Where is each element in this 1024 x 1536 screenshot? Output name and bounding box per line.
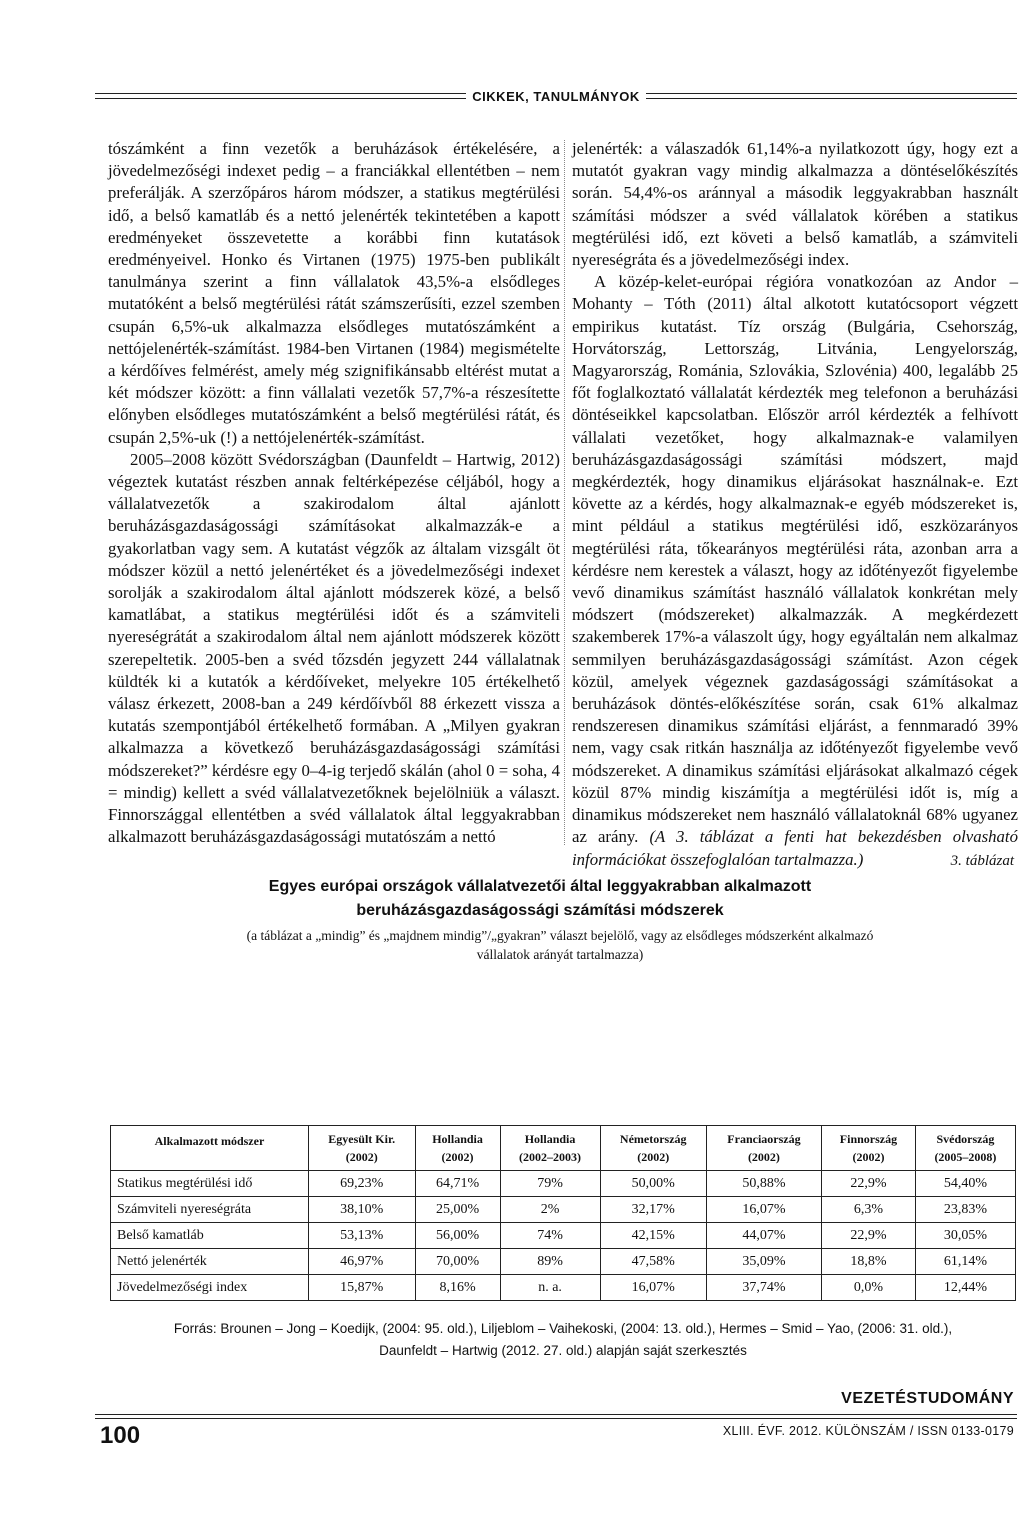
table-cell: 38,10% [308, 1197, 415, 1223]
table-cell: 74% [500, 1223, 600, 1249]
header-cell: Alkalmazott módszer [111, 1126, 309, 1171]
table-cell: 61,14% [915, 1249, 1015, 1275]
table-cell: 30,05% [915, 1223, 1015, 1249]
table-cell: 53,13% [308, 1223, 415, 1249]
table-cell: 32,17% [600, 1197, 706, 1223]
table-cell: 25,00% [415, 1197, 500, 1223]
row-label: Nettó jelenérték [111, 1249, 309, 1275]
table-row [111, 1275, 1016, 1301]
header-rule-right [646, 93, 1017, 99]
left-column [108, 138, 560, 849]
issue-info: XLIII. ÉVF. 2012. KÜLÖNSZÁM / ISSN 0133-0179 [722, 1424, 1014, 1438]
table-cell: 12,44% [915, 1275, 1015, 1301]
table-label: 3. táblázat [950, 853, 1014, 869]
right-paragraph-1: jelenérték: a válaszadók 61,14%-a nyilatkozott úgy, hogy ezt a mutatót gyakran vagy mindig alkalmazza a döntéselőkészítés során. 54,4%-os aránnyal a második leggyakrabban használt számítási módszer a svéd vállalatok körében a statikus megtérülési idő, ezt követi a belső kamatláb, a számviteli nyereségráta és a jövedelmezőségi index. [572, 139, 1018, 270]
journal-name: VEZETÉSTUDOMÁNY [841, 1390, 1014, 1407]
row-label: Számviteli nyereségráta [111, 1197, 309, 1223]
header-cell: Franciaország (2002) [706, 1126, 821, 1171]
table-cell: 0,0% [822, 1275, 916, 1301]
running-header [95, 86, 1017, 106]
table-cell: 79% [500, 1171, 600, 1197]
table-cell: 64,71% [415, 1171, 500, 1197]
table-cell: 56,00% [415, 1223, 500, 1249]
table-cell: 47,58% [600, 1249, 706, 1275]
left-paragraph-2: 2005–2008 között Svédországban (Daunfeldt – Hartwig, 2012) végeztek kutatást részben annak feltérképezése céljából, hogy a vállalatvezetők a szakirodalom által ajánlott beruházásgazdaságossági számításokat alkalmazzák-e a gyakorlatban vagy sem. A kutatást végzők az általam vizsgált öt módszer közül a nettó jelenértéket és a jövedelmezőségi indexet sorolják a szakirodalom által ajánlott módszerek közé, a belső kamatlábat, a statikus megtérülési időt és a számviteli nyereségrátát a szakirodalom által nem ajánlott módszerek között szerepeltetik. 2005-ben a svéd tőzsdén jegyzett 244 vállalatnak küldték ki a kutatók a kérdőíveket, melyekre 105 értékelhető válasz érkezett, 2008-ban a 249 kérdőívből 88 érkezett vissza a kutatás szempontjából értékelhető formában. A „Milyen gyakran alkalmazza a következő beruházásgazdaságossági számítási módszereket?” kérdésre egy 0–4-ig terjedő skálán (ahol 0 = soha, 4 = mindig) kellett a svéd vállalatvezetőknek bejelölniük a választ. Finnországgal ellentétben a svéd vállalatok által leggyakrabban alkalmazott beruházásgazdaságossági mutatószám a nettó [108, 449, 560, 847]
header-cell: Hollandia (2002) [415, 1126, 500, 1171]
right-column [572, 138, 1018, 871]
table-cell: 44,07% [706, 1223, 821, 1249]
table-cell: 22,9% [822, 1171, 916, 1197]
row-label: Statikus megtérülési idő [111, 1171, 309, 1197]
left-paragraph-1: tószámként a finn vezetők a beruházások értékelésére, a jövedelmezőségi indexet pedig – a franciákkal ellentétben – nem preferálják. A szerzőpáros három módszer, a statikus megtérülési idő, a belső kamatláb és a nettó jelenérték tekintetében a kapott eredményeket összevetette a korábbi finn kutatások eredményeivel. Honko és Virtanen (1975) 1975-ben publikált tanulmánya szerint a finn vállalatok 43,5%-a elsődleges mutatóként a belső megtérülési rátát számszerűsíti, ezzel szemben csupán 6,5%-uk alkalmazza elsődleges mutatószámként a nettójelenérték-számítást. 1984-ben Virtanen (1984) megismételte a kérdőíves felmérést, amely még szignifikánsabb eltérést mutat a két módszer között: a finn vállalati vezetők 57,7%-a részesítette előnyben elsődleges mutatószámként a belső megtérülési rátát, és csupán 2,5%-uk (!) a nettójelenérték-számítást. [108, 139, 560, 447]
table-source [110, 1318, 1016, 1362]
table-cell: 2% [500, 1197, 600, 1223]
table-cell: 89% [500, 1249, 600, 1275]
header-cell: Hollandia (2002–2003) [500, 1126, 600, 1171]
page-number: 100 [100, 1422, 141, 1449]
table-title [180, 875, 900, 923]
table-row [111, 1223, 1016, 1249]
table-cell: 6,3% [822, 1197, 916, 1223]
table-title-line-2: beruházásgazdaságossági számítási módszerek [356, 902, 724, 919]
header-cell: Egyesült Kir. (2002) [308, 1126, 415, 1171]
table-cell: 37,74% [706, 1275, 821, 1301]
column-divider [564, 140, 565, 845]
table-cell: 50,88% [706, 1171, 821, 1197]
table-reference-note: (A 3. táblázat a fenti hat bekezdésben olvasható információkat összefoglalóan tartalmazza.) [572, 827, 1018, 869]
table-row [111, 1171, 1016, 1197]
section-title: CIKKEK, TANULMÁNYOK [472, 88, 640, 104]
table-title-line-1: Egyes európai országok vállalatvezetői által leggyakrabban alkalmazott [268, 878, 812, 895]
table-subtitle [150, 926, 970, 964]
header-cell: Svédország (2005–2008) [915, 1126, 1015, 1171]
table-cell: 35,09% [706, 1249, 821, 1275]
table-cell: 42,15% [600, 1223, 706, 1249]
table-cell: 46,97% [308, 1249, 415, 1275]
table-cell: 22,9% [822, 1223, 916, 1249]
source-line-2: Daunfeldt – Hartwig (2012. 27. old.) alapján saját szerkesztés [379, 1343, 747, 1358]
source-line-1: Forrás: Brounen – Jong – Koedijk, (2004: 95. old.), Liljeblom – Vaihekoski, (2004: 13. old.), Hermes – Smid – Yao, (2006: 31. old.), [173, 1321, 953, 1336]
header-cell: Finnország (2002) [822, 1126, 916, 1171]
table-cell: 69,23% [308, 1171, 415, 1197]
table-subtitle-line-1: (a táblázat a „mindig” és „majdnem mindig”/„gyakran” választ bejelölő, vagy az elsődleges módszerként alkalmazó [246, 928, 874, 943]
table-cell: 8,16% [415, 1275, 500, 1301]
table-cell: 54,40% [915, 1171, 1015, 1197]
row-label: Belső kamatláb [111, 1223, 309, 1249]
header-rule-left [95, 93, 466, 99]
table-cell: 16,07% [706, 1197, 821, 1223]
table-row [111, 1197, 1016, 1223]
table-cell: 18,8% [822, 1249, 916, 1275]
table-subtitle-line-2: vállalatok arányát tartalmazza) [476, 947, 644, 962]
table-cell: 23,83% [915, 1197, 1015, 1223]
header-cell: Németország (2002) [600, 1126, 706, 1171]
table-row [111, 1249, 1016, 1275]
row-label: Jövedelmezőségi index [111, 1275, 309, 1301]
table-cell: 50,00% [600, 1171, 706, 1197]
table-cell: 16,07% [600, 1275, 706, 1301]
table-cell: 15,87% [308, 1275, 415, 1301]
right-paragraph-2-body: A közép-kelet-európai régióra vonatkozóan az Andor – Mohanty – Tóth (2011) által alkotott kutatócsoport végzett empirikus kutatást. Tíz ország (Bulgária, Csehország, Horvátország, Lettország, Litvánia, Lengyelország, Magyarország, Románia, Szlovákia, Szlovénia) 400, legalább 25 főt foglalkoztató vállalatát kérdezték meg telefonon a beruházási döntéseikkel kapcsolatban. Először arról kérdezték a felhívott vállalati vezetőket, hogy alkalmaznak-e valamilyen beruházásgazdaságossági számítási módszert, majd megkérdezték, hogy dinamikus eljárásokat használnak-e. Ezt követte az a kérdés, hogy alkalmaznak-e egyéb módszereket is, mint például a statikus megtérülési idő, eszközarányos megtérülési ráta, tőkearányos megtérülési ráta, azonban arra a kérdésre nem kerestek a választ, hogy az időtényezőt figyelembe vevő dinamikus számítást használó vállalatok konkrétan mely módszert (módszereket) alkalmazzák. A megkérdezett szakemberek 17%-a válaszolt úgy, hogy egyáltalán nem alkalmaz semmilyen beruházásgazdaságossági számítást. Azon cégek közül, amelyek végeznek gazdaságossági számításokat a beruházások döntés-előkészítése során, csak 61% alkalmaz rendszeresen dinamikus számítási eljárást, a fennmaradó 39% nem, vagy csak ritkán használja az időtényezőt figyelembe vevő módszereket. A dinamikus számítási eljárásokat alkalmazó cégek közül 87% mindig kiszámítja a megtérülési időt is, míg a dinamikus módszereket nem használó vállalatoknál 68% ugyanez az arány. [572, 272, 1018, 847]
right-paragraph-2 [572, 271, 1018, 870]
table-header-row [111, 1126, 1016, 1171]
table-cell: n. a. [500, 1275, 600, 1301]
footer-rule [95, 1414, 1017, 1419]
methods-table [110, 1125, 1016, 1301]
table-cell: 70,00% [415, 1249, 500, 1275]
